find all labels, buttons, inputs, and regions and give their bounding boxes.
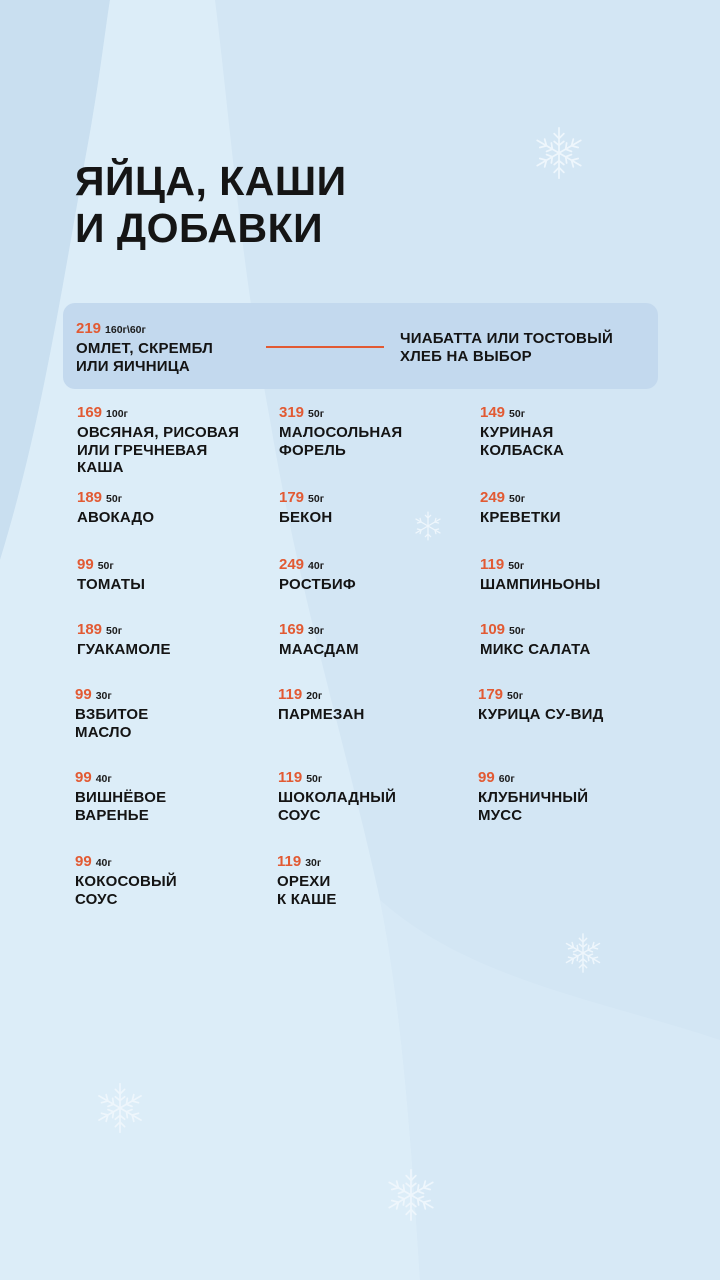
item-name-line: ВЗБИТОЕ: [75, 706, 149, 723]
menu-item: [278, 686, 468, 724]
item-name: [76, 340, 213, 375]
menu-item: [278, 769, 468, 824]
item-weight: 30г: [305, 857, 322, 869]
item-price: 119: [480, 556, 505, 573]
price-line: [76, 320, 213, 339]
price-line: [279, 404, 469, 423]
menu-item: [478, 769, 668, 824]
menu-item: [75, 686, 265, 741]
menu-item: [77, 404, 267, 477]
item-name-line: ОВСЯНАЯ, РИСОВАЯ: [77, 424, 240, 441]
item-name: [277, 873, 467, 908]
item-weight: 100г: [106, 408, 128, 420]
item-price: 319: [279, 404, 305, 421]
item-name-line: МИКС САЛАТА: [480, 641, 591, 658]
item-name-line: К КАШЕ: [277, 890, 337, 908]
item-name-line: СОУС: [75, 890, 118, 908]
item-price: 249: [480, 489, 506, 506]
price-line: [77, 621, 267, 640]
price-line: [277, 853, 467, 872]
extra-line: ХЛЕБ НА ВЫБОР: [400, 348, 532, 365]
item-name-line: ТОМАТЫ: [77, 576, 146, 593]
item-name: [478, 706, 668, 724]
item-name: [75, 873, 265, 908]
menu-item: [279, 556, 469, 594]
featured-item-main: [76, 320, 213, 375]
item-name-line: КОКОСОВЫЙ: [75, 873, 177, 890]
item-price: 169: [279, 621, 305, 638]
item-price: 169: [77, 404, 103, 421]
snowflake-icon: [530, 124, 588, 182]
price-line: [77, 404, 267, 423]
item-weight: 30г: [308, 625, 325, 637]
item-weight: 50г: [308, 408, 325, 420]
item-name: [75, 706, 265, 741]
menu-item: [77, 621, 267, 659]
price-line: [480, 489, 670, 508]
price-line: [480, 404, 670, 423]
item-name-line: МУСС: [478, 806, 523, 824]
item-name: [478, 789, 668, 824]
item-price: 189: [77, 621, 103, 638]
item-name: [77, 424, 267, 477]
item-weight: 50г: [106, 493, 123, 505]
item-weight: 160г\60г: [105, 324, 146, 336]
item-name: [279, 641, 469, 659]
item-price: 99: [478, 769, 495, 786]
item-name-line: ОРЕХИ: [277, 873, 331, 890]
item-name-line: ОМЛЕТ, СКРЕМБЛ: [76, 340, 213, 357]
price-line: [279, 621, 469, 640]
item-name-line: КАША: [77, 459, 124, 476]
divider-line: [266, 346, 384, 348]
item-weight: 50г: [97, 560, 114, 572]
menu-item: [279, 404, 469, 459]
price-line: [77, 556, 267, 575]
item-name-line: КОЛБАСКА: [480, 441, 565, 459]
item-name-line: ВАРЕНЬЕ: [75, 806, 149, 824]
menu-item: [478, 686, 668, 724]
item-name-line: ВИШНЁВОЕ: [75, 789, 167, 806]
item-weight: 50г: [308, 493, 325, 505]
item-weight: 30г: [95, 690, 112, 702]
item-name: [77, 509, 267, 527]
featured-item-extra: [400, 330, 650, 366]
item-name: [279, 424, 469, 459]
price-line: [480, 556, 670, 575]
menu-item: [75, 769, 265, 824]
item-name-line: КЛУБНИЧНЫЙ: [478, 789, 589, 806]
item-name: [279, 576, 469, 594]
item-weight: 50г: [508, 560, 525, 572]
featured-menu-item: [63, 303, 658, 389]
item-name-line: КУРИЦА СУ-ВИД: [478, 706, 604, 723]
menu-item: [77, 489, 267, 527]
item-price: 99: [75, 853, 92, 870]
menu-item: [279, 489, 469, 527]
price-line: [279, 556, 469, 575]
extra-line: ЧИАБАТТА ИЛИ ТОСТОВЫЙ: [400, 330, 613, 347]
item-price: 119: [278, 769, 303, 786]
item-name-line: ГУАКАМОЛЕ: [77, 641, 171, 658]
item-name-line: ШОКОЛАДНЫЙ: [278, 789, 397, 806]
item-name: [279, 509, 469, 527]
price-line: [75, 769, 265, 788]
item-name: [77, 641, 267, 659]
item-name-line: МАСЛО: [75, 723, 132, 741]
item-name: [480, 576, 670, 594]
item-price: 119: [278, 686, 303, 703]
item-price: 109: [480, 621, 506, 638]
item-name: [75, 789, 265, 824]
menu-item: [75, 853, 265, 908]
item-weight: 40г: [308, 560, 325, 572]
item-price: 149: [480, 404, 506, 421]
item-weight: 20г: [306, 690, 323, 702]
snowflake-icon: [382, 1166, 440, 1224]
item-weight: 50г: [106, 625, 123, 637]
item-name-line: СОУС: [278, 806, 321, 824]
item-price: 99: [75, 686, 92, 703]
item-weight: 50г: [509, 408, 526, 420]
price-line: [478, 769, 668, 788]
menu-item: [480, 404, 670, 459]
menu-item: [279, 621, 469, 659]
page-title-line: И ДОБАВКИ: [75, 205, 324, 251]
menu-item: [77, 556, 267, 594]
item-weight: 50г: [509, 625, 526, 637]
menu-item: [480, 556, 670, 594]
item-price: 99: [75, 769, 92, 786]
item-name-line: ИЛИ ЯИЧНИЦА: [76, 357, 190, 375]
item-name: [77, 576, 267, 594]
price-line: [75, 686, 265, 705]
page-title: [75, 158, 347, 252]
item-name-line: РОСТБИФ: [279, 576, 356, 593]
price-line: [480, 621, 670, 640]
price-line: [478, 686, 668, 705]
item-name: [480, 424, 670, 459]
snowflake-icon: [561, 931, 605, 975]
item-name: [278, 706, 468, 724]
item-name-line: КУРИНАЯ: [480, 424, 554, 441]
item-name-line: ИЛИ ГРЕЧНЕВАЯ: [77, 441, 208, 459]
item-price: 119: [277, 853, 302, 870]
page-title-line: ЯЙЦА, КАШИ: [75, 158, 347, 204]
item-weight: 40г: [95, 857, 112, 869]
menu-item: [480, 621, 670, 659]
item-price: 179: [279, 489, 305, 506]
item-name-line: АВОКАДО: [77, 509, 155, 526]
item-price: 249: [279, 556, 305, 573]
item-name: [480, 641, 670, 659]
menu-item: [277, 853, 467, 908]
item-name-line: ШАМПИНЬОНЫ: [480, 576, 601, 593]
item-name: [480, 509, 670, 527]
menu-item: [480, 489, 670, 527]
item-price: 179: [478, 686, 504, 703]
price-line: [279, 489, 469, 508]
snowflake-icon: [92, 1080, 148, 1136]
price-line: [75, 853, 265, 872]
item-name-line: ПАРМЕЗАН: [278, 706, 365, 723]
item-weight: 50г: [306, 773, 323, 785]
item-price: 189: [77, 489, 103, 506]
item-weight: 50г: [509, 493, 526, 505]
price-line: [278, 686, 468, 705]
price-line: [77, 489, 267, 508]
item-name-line: КРЕВЕТКИ: [480, 509, 561, 526]
price-line: [278, 769, 468, 788]
item-name-line: МААСДАМ: [279, 641, 359, 658]
item-price: 219: [76, 320, 102, 337]
item-name-line: БЕКОН: [279, 509, 333, 526]
item-weight: 60г: [498, 773, 515, 785]
item-name-line: МАЛОСОЛЬНАЯ: [279, 424, 403, 441]
item-weight: 50г: [507, 690, 524, 702]
item-name: [278, 789, 468, 824]
item-name-line: ФОРЕЛЬ: [279, 441, 346, 459]
item-price: 99: [77, 556, 94, 573]
item-weight: 40г: [95, 773, 112, 785]
